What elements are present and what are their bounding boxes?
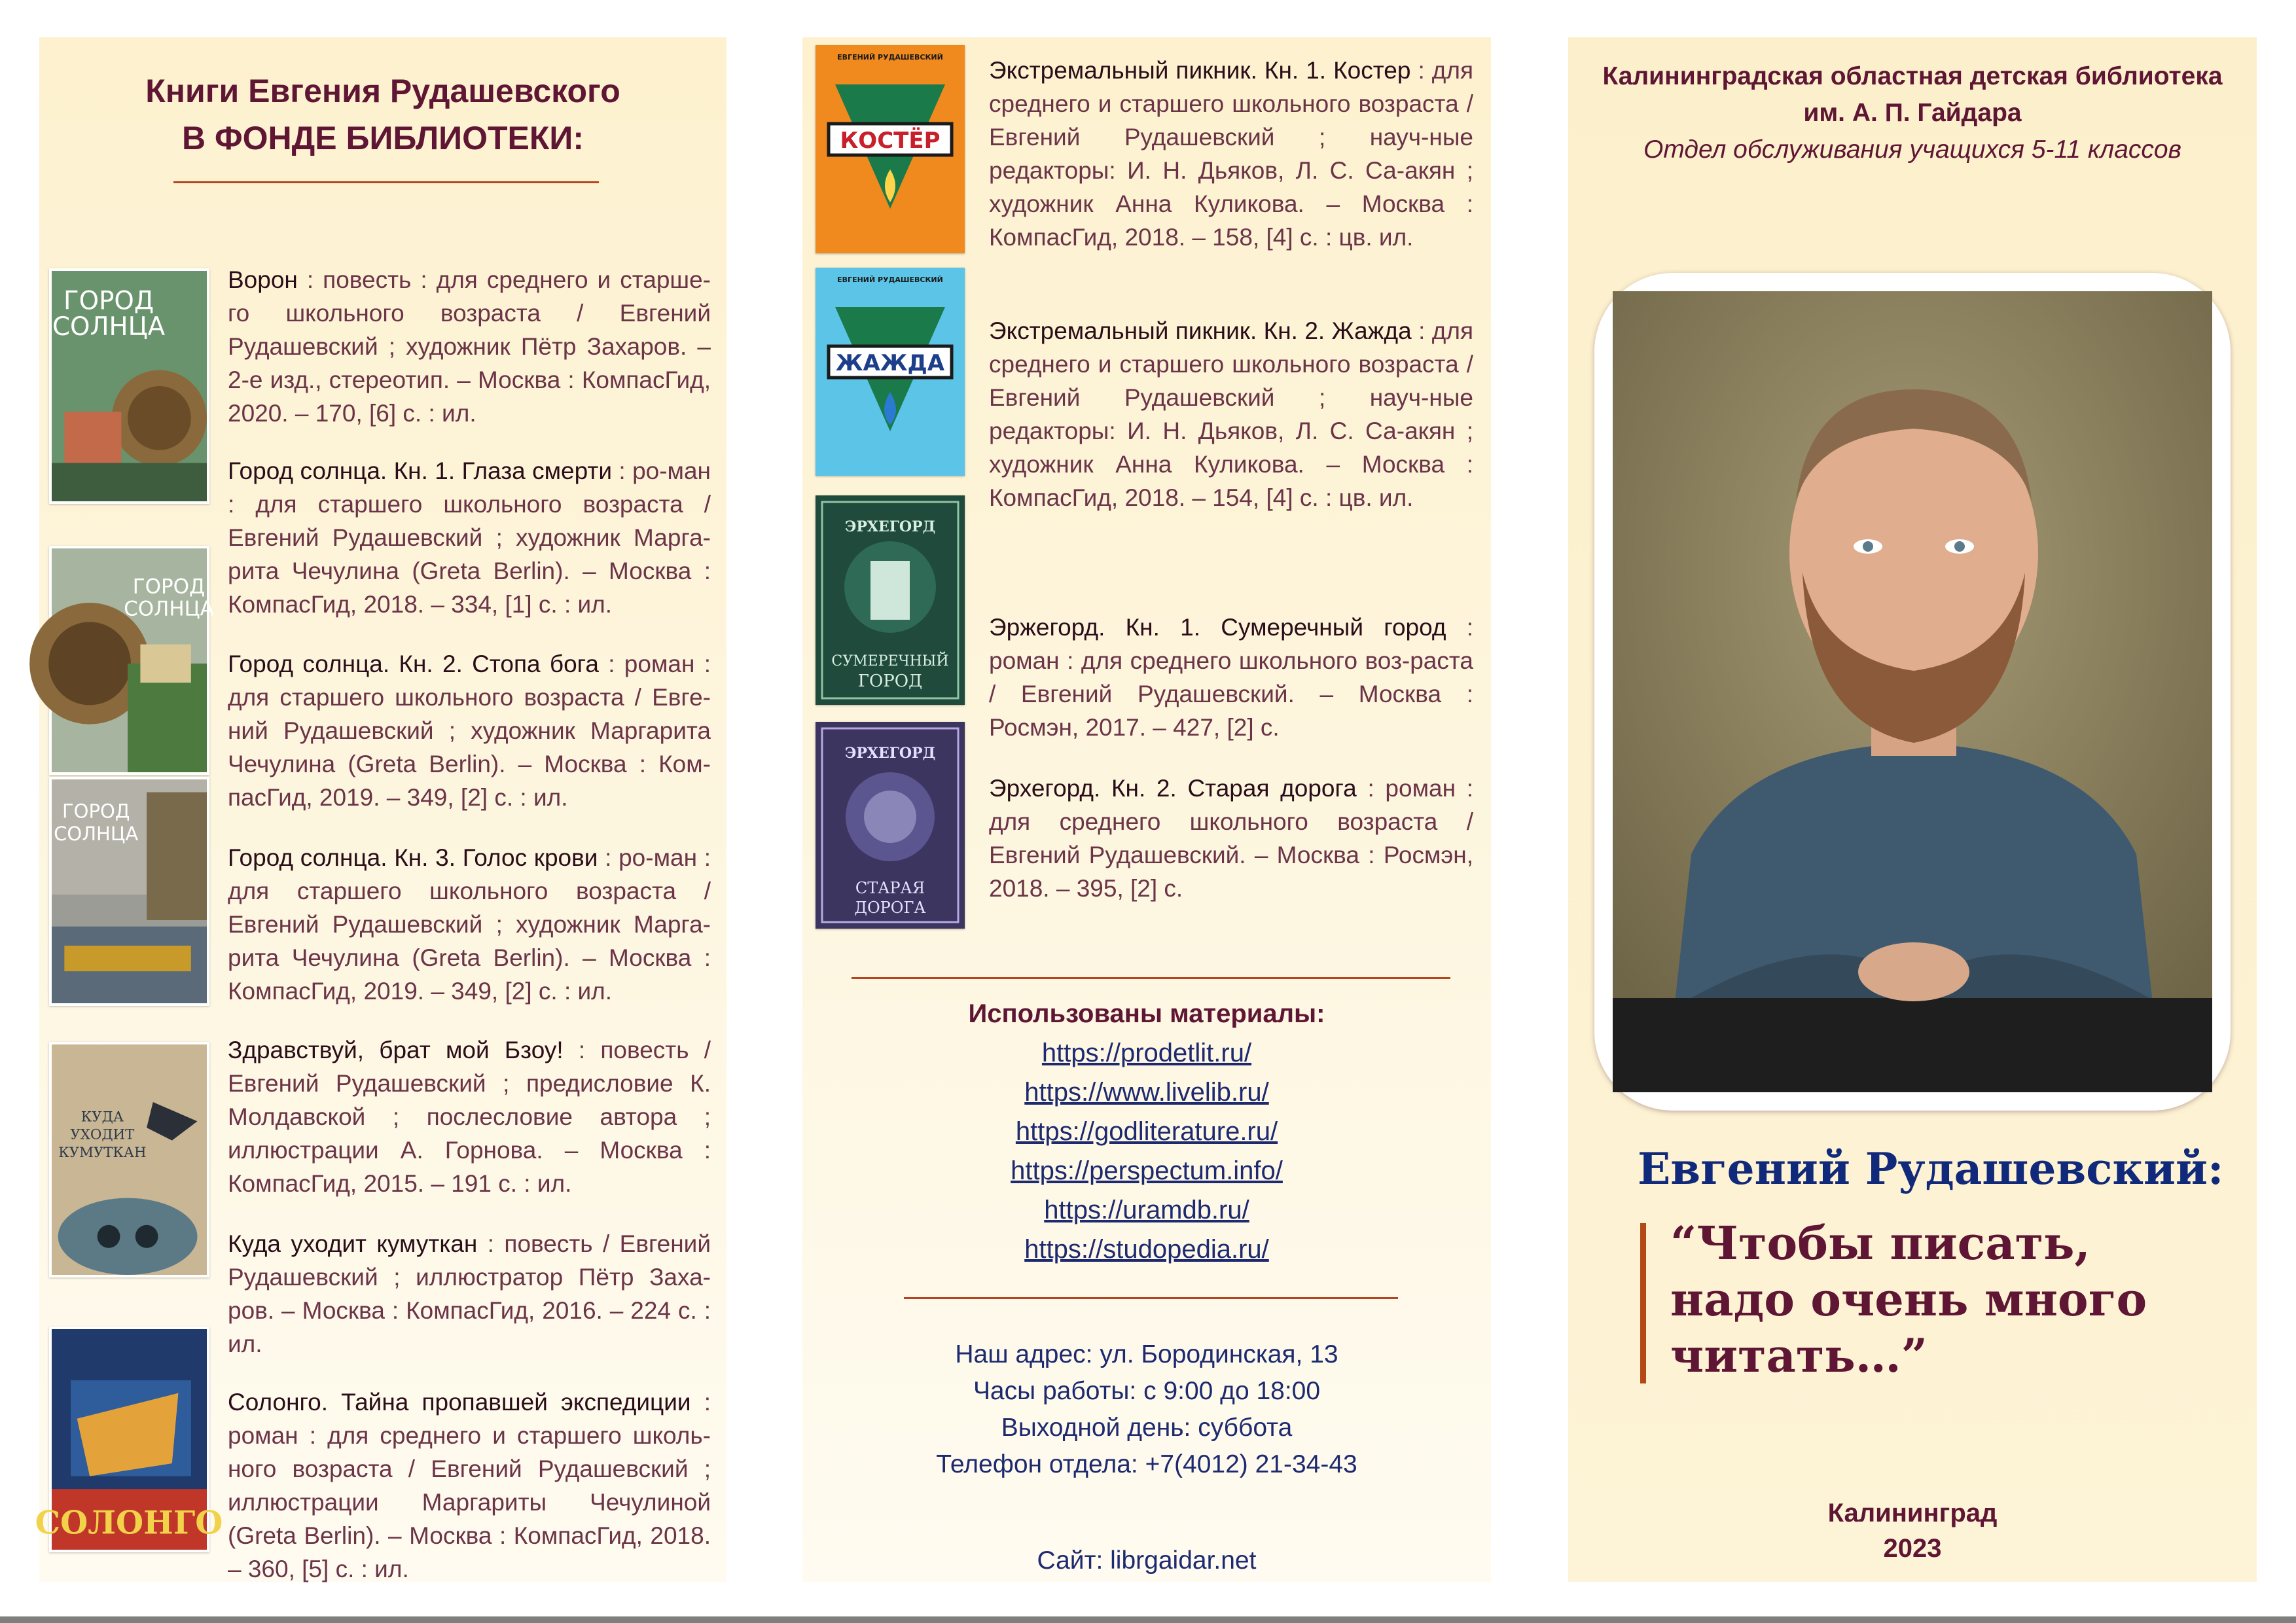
svg-text:ЭРХЕГОРД: ЭРХЕГОРД (844, 518, 936, 535)
quote-line-1: “Чтобы писать, (1670, 1216, 2090, 1270)
title-line-1: Книги Евгения Рудашевского (145, 73, 620, 109)
svg-text:ЕВГЕНИЙ РУДАШЕВСКИЙ: ЕВГЕНИЙ РУДАШЕВСКИЙ (837, 53, 943, 62)
svg-text:КОСТЁР: КОСТЁР (840, 128, 941, 154)
middle-panel (802, 37, 1491, 1582)
book-title: Куда уходит кумуткан (228, 1230, 478, 1257)
book-details: : для среднего и старшего школьного возраста / Евгений Рудашевский ; науч-ные редакторы: И. Н. Дьяков, Л. С. Са-акян ; художник Анна Куликова. – Москва : КомпасГид, 2018. – 158, [4] с. : цв. ил. (989, 57, 1473, 251)
book-details: : роман : для среднего школьного возраста / Евгений Рудашевский. – Москва : Росмэн, 2018. – 395, [2] с. (989, 775, 1473, 902)
org-name-line-1: Калининградская областная детская библиотека (1602, 62, 2223, 90)
book-cover (816, 45, 965, 253)
site-line (802, 1543, 1491, 1579)
source-link[interactable]: https://studopedia.ru/ (1024, 1235, 1269, 1264)
author-portrait (1594, 273, 2231, 1111)
address-value: ул. Бородинская, 13 (1100, 1340, 1338, 1368)
book-cover (816, 495, 965, 705)
left-panel (35, 37, 726, 1582)
book-description (989, 54, 1473, 254)
bottom-edge-strip (0, 1616, 2296, 1623)
year: 2023 (1883, 1534, 1942, 1563)
source-link[interactable]: https://godliterature.ru/ (1015, 1117, 1278, 1146)
hours-label: Часы работы: (973, 1377, 1144, 1405)
book-details: : повесть : для среднего и старше-го школьного возраста / Евгений Рудашевский ; художник Пётр Захаров. – 2-е изд., стереотип. – Москва : КомпасГид, 2020. – 170, [6] с. : ил. (228, 266, 711, 427)
book-details: : для среднего и старшего школьного возраста / Евгений Рудашевский ; науч-ные редакторы: И. Н. Дьяков, Л. С. Са-акян ; художник Анна Куликова. – Москва : КомпасГид, 2018. – 154, [4] с. : цв. ил. (989, 317, 1474, 511)
sources-title: Использованы материалы: (968, 999, 1325, 1028)
svg-text:КУМУТКАН: КУМУТКАН (58, 1144, 147, 1162)
book-title: Город солнца. Кн. 2. Стопа бога (228, 651, 599, 677)
day-off-line (802, 1410, 1491, 1446)
svg-text:ГОРОД: ГОРОД (62, 800, 130, 823)
svg-text:ЖАЖДА: ЖАЖДА (835, 350, 945, 376)
book-title: Эрхегорд. Кн. 2. Старая дорога (989, 775, 1357, 802)
book-details: : роман : для старшего школьного возраста / Евге-ний Рудашевский ; художник Маргарита Чечулина (Greta Berlin). – Москва : Ком-пасГид, 2019. – 349, [2] с. : ил. (228, 651, 711, 811)
book-title: Город солнца. Кн. 1. Глаза смерти (228, 457, 613, 484)
svg-text:СОЛНЦА: СОЛНЦА (52, 312, 166, 342)
book-description (989, 314, 1473, 514)
quote-line-2: надо очень много (1670, 1272, 2147, 1327)
svg-text:ГОРОД: ГОРОД (132, 575, 206, 599)
source-link[interactable]: https://www.livelib.ru/ (1024, 1078, 1269, 1107)
book-title: Экстремальный пикник. Кн. 2. Жажда (989, 317, 1412, 344)
book-title: Город солнца. Кн. 3. Голос крови (228, 844, 598, 871)
title-divider (173, 181, 599, 183)
book-title: Эржегорд. Кн. 1. Сумеречный город (989, 614, 1446, 641)
book-details: : повесть / Евгений Рудашевский ; иллюстратор Пётр Заха-ров. – Москва : КомпасГид, 2016. – 224 с. : ил. (228, 1230, 711, 1357)
book-description (228, 841, 711, 1008)
phone-value: +7(4012) 21-34-43 (1145, 1450, 1357, 1478)
book-description (989, 611, 1473, 744)
book-description (228, 263, 711, 430)
svg-text:ЕВГЕНИЙ РУДАШЕВСКИЙ: ЕВГЕНИЙ РУДАШЕВСКИЙ (837, 276, 943, 284)
book-title: Ворон (228, 266, 298, 293)
address-label: Наш адрес: (955, 1340, 1100, 1368)
quote-accent-bar (1640, 1223, 1646, 1383)
book-cover (35, 1327, 223, 1552)
site-label: Сайт: (1037, 1546, 1111, 1575)
sources-divider-bottom (904, 1297, 1398, 1299)
book-description (228, 647, 711, 814)
day-off-label: Выходной день: (1001, 1414, 1198, 1442)
book-cover (49, 777, 209, 1006)
address-line (802, 1336, 1491, 1373)
org-name-line-2: им. А. П. Гайдара (1803, 99, 2022, 127)
book-cover (49, 546, 214, 775)
book-description (228, 1033, 711, 1200)
book-cover (49, 1042, 209, 1277)
department: Отдел обслуживания учащихся 5-11 классов (1643, 135, 2181, 164)
sources-divider-top (852, 977, 1450, 979)
book-description (989, 772, 1473, 905)
book-details: : ро-ман : для старшего школьного возраста / Евгений Рудашевский ; художник Марга-рита Чечулина (Greta Berlin). – Москва : КомпасГид, 2018. – 334, [1] с. : ил. (228, 457, 711, 618)
title-line-2: В ФОНДЕ БИБЛИОТЕКИ: (181, 120, 584, 156)
quote-line-3: читать…” (1670, 1329, 1928, 1383)
site-link[interactable]: librgaidar.net (1110, 1546, 1257, 1575)
phone-line (802, 1446, 1491, 1483)
left-panel-title (39, 67, 726, 162)
book-title: Экстремальный пикник. Кн. 1. Костер (989, 57, 1411, 84)
hours-line (802, 1373, 1491, 1410)
book-description (228, 454, 711, 621)
book-entry (39, 229, 726, 427)
svg-text:УХОДИТ: УХОДИТ (70, 1126, 135, 1143)
book-title: Здравствуй, брат мой Бзоу! (228, 1037, 564, 1063)
svg-text:СТАРАЯ: СТАРАЯ (855, 879, 925, 897)
author-quote (1670, 1215, 2246, 1384)
book-cover (816, 268, 965, 476)
book-details: : роман : для среднего школьного воз-раста / Евгений Рудашевский. – Москва : Росмэн, 2017. – 427, [2] с. (989, 614, 1473, 741)
svg-text:КУДА: КУДА (81, 1109, 124, 1126)
right-panel (1568, 37, 2257, 1582)
svg-text:ЭРХЕГОРД: ЭРХЕГОРД (844, 745, 936, 762)
source-link[interactable]: https://perspectum.info/ (1011, 1156, 1283, 1185)
phone-label: Телефон отдела: (936, 1450, 1145, 1478)
svg-text:ГОРОД: ГОРОД (857, 671, 923, 691)
city: Калининград (1827, 1499, 1998, 1527)
author-name-headline: Евгений Рудашевский: (1638, 1143, 2224, 1194)
svg-text:СОЛНЦА: СОЛНЦА (124, 597, 214, 621)
book-details: : роман : для среднего и старшего школь-ного возраста / Евгений Рудашевский ; иллюстрации Маргариты Чечулиной (Greta Berlin). – Москва : КомпасГид, 2018. – 360, [5] с. : ил. (228, 1389, 711, 1582)
source-link[interactable]: https://uramdb.ru/ (1044, 1196, 1249, 1224)
svg-text:СУМЕРЕЧНЫЙ: СУМЕРЕЧНЫЙ (831, 653, 949, 669)
book-cover (816, 722, 965, 929)
book-details: : повесть / Евгений Рудашевский ; предисловие К. Молдавской ; послесловие автора ; иллюстрации А. Горнова. – Москва : КомпасГид, 2015. – 191 с. : ил. (228, 1037, 711, 1197)
svg-text:ГОРОД: ГОРОД (63, 286, 154, 316)
svg-text:ДОРОГА: ДОРОГА (854, 899, 926, 917)
day-off-value: суббота (1198, 1414, 1293, 1442)
publication-place (1568, 1495, 2257, 1566)
sources-list (802, 1033, 1491, 1269)
source-link[interactable]: https://prodetlit.ru/ (1041, 1039, 1252, 1067)
book-description (228, 1227, 711, 1361)
book-details: : ро-ман : для старшего школьного возраста / Евгений Рудашевский ; художник Марга-рита Чечулина (Greta Berlin). – Москва : КомпасГид, 2019. – 349, [2] с. : ил. (228, 844, 711, 1005)
hours-value: с 9:00 до 18:00 (1143, 1377, 1321, 1405)
contact-info (802, 1336, 1491, 1483)
book-description (228, 1385, 711, 1586)
organization-header (1568, 58, 2257, 168)
book-title: Солонго. Тайна пропавшей экспедиции (228, 1389, 691, 1416)
book-cover (49, 268, 209, 504)
svg-text:СОЛНЦА: СОЛНЦА (54, 822, 139, 845)
svg-text:СОЛОНГО: СОЛОНГО (35, 1504, 223, 1542)
